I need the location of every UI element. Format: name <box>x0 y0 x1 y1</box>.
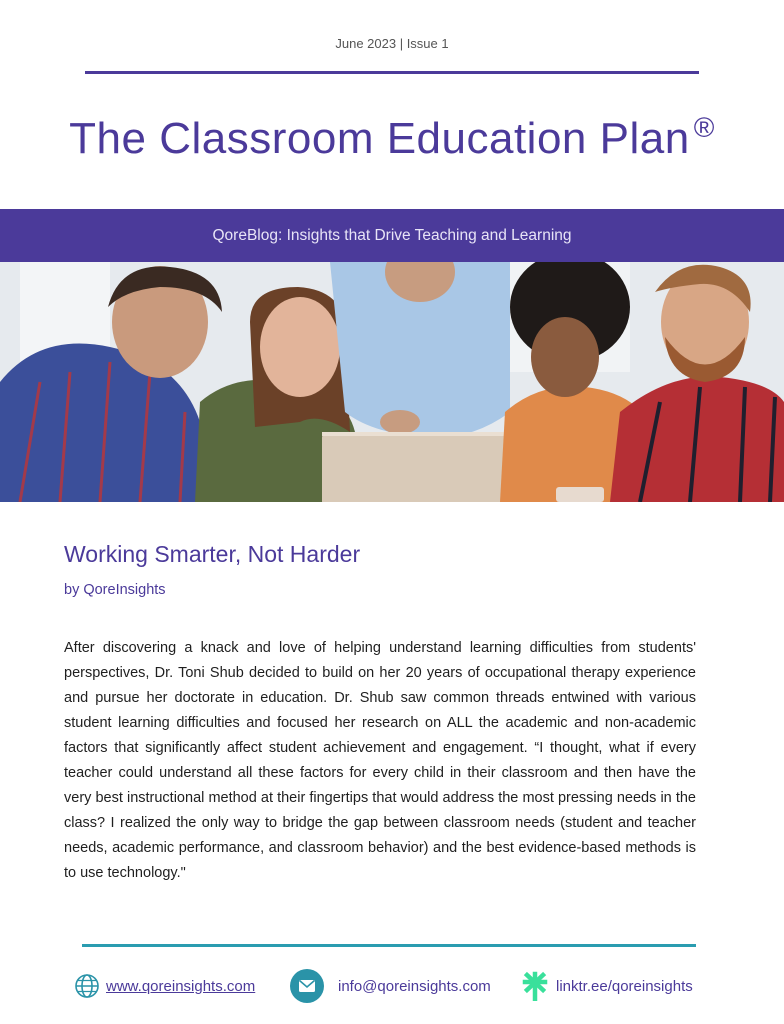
globe-icon <box>74 973 100 999</box>
website-link[interactable]: www.qoreinsights.com <box>106 977 256 995</box>
article-body: After discovering a knack and love of helping understand learning difficulties from students' perspectives, Dr. Toni Shub decided to build on her 20 years of occupational therapy experience and pursue her doctorate in education. Dr. Shub saw common threads entwined with various student learning difficulties and focused her research on ALL the academic and non-academic factors that significantly affect student achievement and engagement. “I thought, what if every teacher could understand all these factors for every child in their classroom and then have the very best instructional method at their fingertips that would address the most pressing needs in the class? I realized the only way to bridge the gap between classroom needs (student and teacher needs, academic performance, and classroom behavior) and the best evidence-based methods is to use technology." <box>64 640 696 881</box>
article-byline: by QoreInsights <box>64 582 166 598</box>
page-title <box>0 112 784 164</box>
header-divider <box>85 71 699 74</box>
article-title: Working Smarter, Not Harder <box>64 541 361 567</box>
email-text[interactable]: info@qoreinsights.com <box>338 977 491 995</box>
linktree-icon <box>522 971 548 1001</box>
group-photo-illustration <box>0 262 784 502</box>
blog-banner <box>0 209 784 262</box>
footer-linktree[interactable] <box>522 970 693 1002</box>
mail-icon <box>290 969 324 1003</box>
issue-date: June 2023 | Issue 1 <box>335 36 449 51</box>
banner-text: QoreBlog: Insights that Drive Teaching and Learning <box>212 226 572 244</box>
footer-email[interactable] <box>290 970 491 1002</box>
footer-divider <box>82 944 696 947</box>
hero-photo <box>0 262 784 502</box>
page-title-text: The Classroom Education Plan <box>69 114 690 163</box>
linktree-text[interactable]: linktr.ee/qoreinsights <box>556 977 693 995</box>
registered-mark: ® <box>693 112 715 143</box>
footer-website[interactable] <box>74 970 255 1002</box>
